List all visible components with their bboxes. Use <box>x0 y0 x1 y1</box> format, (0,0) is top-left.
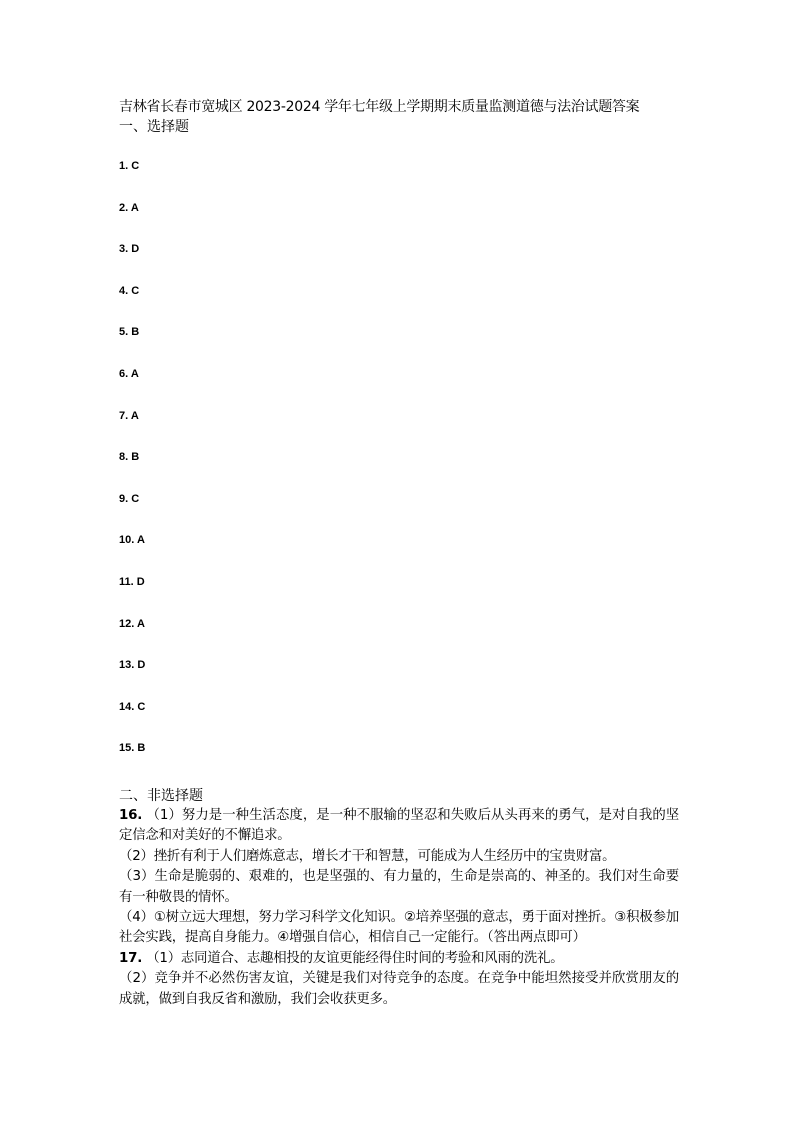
question-number: 4. <box>119 284 129 297</box>
answer-item <box>119 201 679 243</box>
question-number: 5. <box>119 326 129 339</box>
question-number: 7. <box>119 409 129 422</box>
question-number: 1. <box>119 160 129 172</box>
question-number: 2. <box>119 201 129 214</box>
q16-part4: （4）①树立远大理想，努力学习科学文化知识。②培养坚强的意志，勇于面对挫折。③积极参加社会实践，提高自身能力。④增强自信心，相信自己一定能行。（答出两点即可） <box>119 910 679 946</box>
question-number: 9. <box>119 492 129 505</box>
answer-item <box>119 409 679 451</box>
answer-item <box>119 367 679 409</box>
answer-letter: C <box>131 284 140 297</box>
answer-text: （1）努力是一种生活态度，是一种不服输的坚忍和失败后从头再来的勇气，是对自我的坚定信念和对美好的不懈追求。 <box>119 808 679 844</box>
answer-letter: D <box>131 243 140 256</box>
q16-part2: （2）挫折有利于人们磨炼意志，增长才干和智慧，可能成为人生经历中的宝贵财富。 <box>119 848 616 864</box>
answer-letter: D <box>137 659 146 672</box>
answer-letter: B <box>131 451 140 464</box>
document-page <box>119 97 679 1007</box>
answer-letter: A <box>130 367 139 380</box>
answer-letter: B <box>137 742 146 755</box>
question-number: 14. <box>119 700 135 713</box>
question-number: 11. <box>119 575 134 588</box>
question-number: 6. <box>119 367 129 380</box>
answer-letter: A <box>136 617 145 630</box>
multiple-choice-answer-list <box>119 159 679 783</box>
answer-item <box>119 533 679 575</box>
q16-part1 <box>119 806 679 847</box>
answer-item <box>119 242 679 284</box>
answer-item <box>119 159 679 201</box>
answer-letter: D <box>136 575 145 588</box>
answer-item <box>119 450 679 492</box>
question-number: 16. <box>119 808 143 823</box>
q16-part3: （3）生命是脆弱的、艰难的，也是坚强的、有力量的，生命是崇高的、神圣的。我们对生命要有一种敬畏的情怀。 <box>119 869 679 905</box>
answer-letter: B <box>131 326 140 339</box>
section-heading-non-multiple-choice: 二、非选择题 <box>119 788 203 804</box>
answer-item <box>119 741 679 783</box>
answer-letter: C <box>137 700 146 713</box>
answer-letter: C <box>131 160 140 172</box>
answer-letter: A <box>136 534 145 547</box>
q17-part2: （2）竞争并不必然伤害友谊，关键是我们对待竞争的态度。在竞争中能坦然接受并欣赏朋友的成就，做到自我反省和激励，我们会收获更多。 <box>119 971 679 1007</box>
answer-item <box>119 658 679 700</box>
question-number: 8. <box>119 451 129 464</box>
non-multiple-choice-section <box>119 786 679 1010</box>
document-title: 吉林省长春市宽城区 2023-2024 学年七年级上学期期末质量监测道德与法治试题答案 <box>119 99 640 115</box>
q17-part1 <box>119 949 679 969</box>
answer-item <box>119 575 679 617</box>
answer-item <box>119 325 679 367</box>
question-number: 3. <box>119 243 129 256</box>
answer-item <box>119 700 679 742</box>
section-heading-multiple-choice: 一、选择题 <box>119 119 189 135</box>
question-number: 15. <box>119 742 135 755</box>
answer-letter: C <box>131 492 140 505</box>
answer-letter: A <box>130 201 139 214</box>
question-number: 17. <box>119 950 143 966</box>
question-number: 12. <box>119 617 135 630</box>
question-number: 10. <box>119 534 135 547</box>
answer-letter: A <box>130 409 139 422</box>
answer-item <box>119 492 679 534</box>
answer-item <box>119 284 679 326</box>
answer-item <box>119 617 679 659</box>
answer-text: （1）志同道合、志趣相投的友谊更能经得住时间的考验和风雨的洗礼。 <box>146 950 564 966</box>
question-number: 13. <box>119 659 135 672</box>
